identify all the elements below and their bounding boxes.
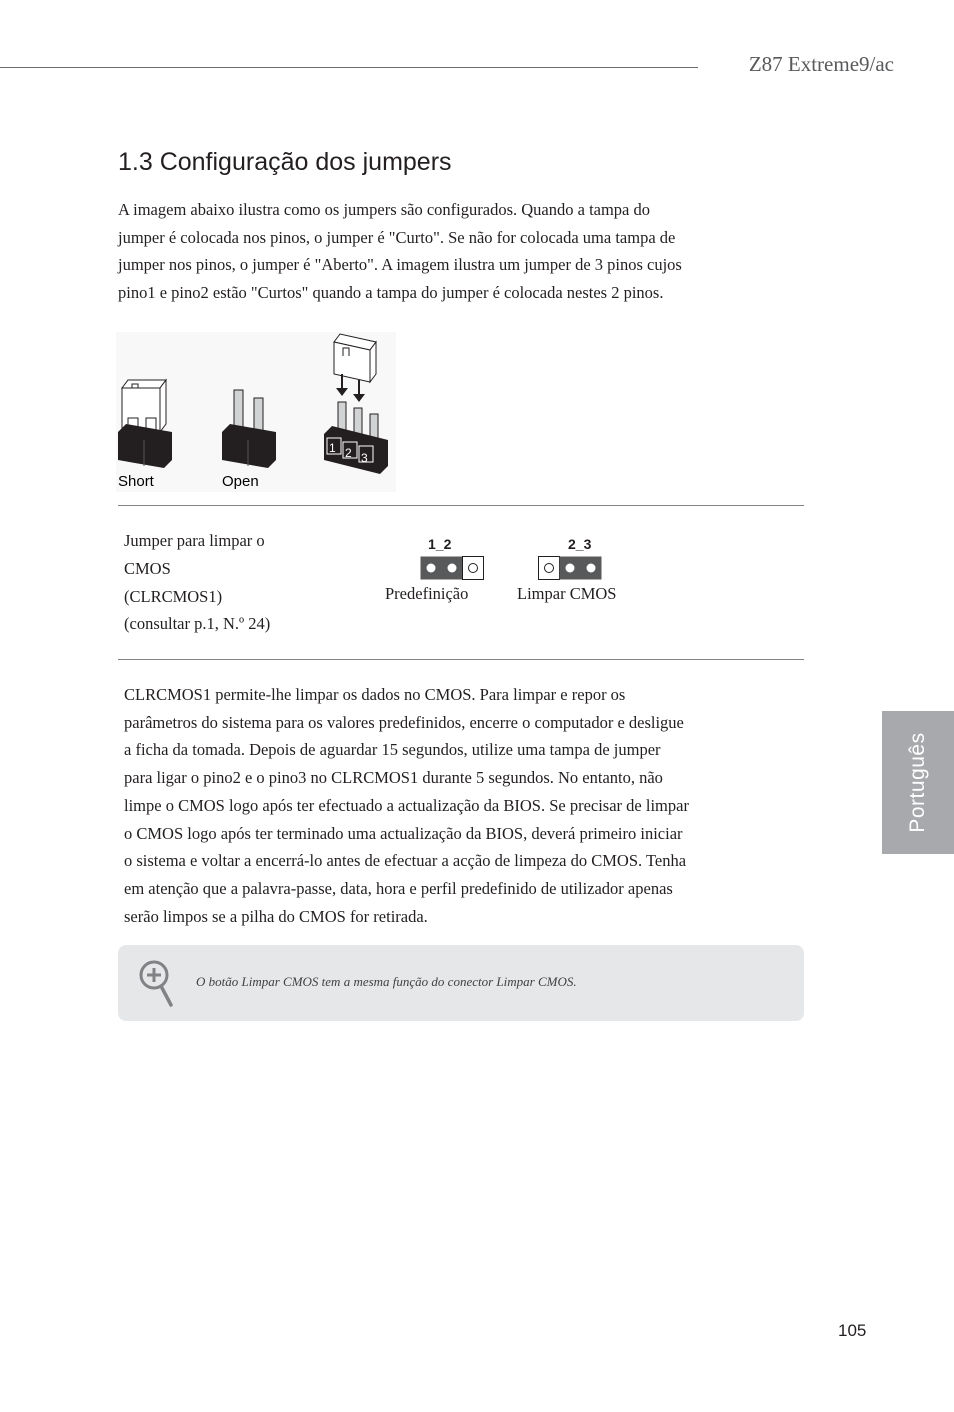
- setting-clear-pins: [538, 556, 602, 581]
- pin-number-1: 1: [329, 441, 336, 455]
- jumper-label-line: (consultar p.1, N.º 24): [124, 614, 271, 634]
- table-bottom-rule: [118, 659, 804, 660]
- pin-number-3: 3: [361, 451, 368, 465]
- language-side-tab: [882, 711, 954, 854]
- intro-line: jumper é colocada nos pinos, o jumper é "Curto". Se não for colocada uma tampa de: [118, 227, 676, 247]
- jumper-label-line: CMOS: [124, 558, 171, 578]
- jumper-row-label: [124, 527, 270, 638]
- intro-line: pino1 e pino2 estão "Curtos" quando a tampa do jumper é colocada nestes 2 pinos.: [118, 282, 664, 302]
- intro-line: jumper nos pinos, o jumper é "Aberto". A imagem ilustra um jumper de 3 pinos cujos: [118, 255, 682, 275]
- jumper-illustration: [116, 332, 396, 492]
- setting-default-caption: Predefinição: [385, 584, 469, 603]
- body-line: CLRCMOS1 permite-lhe limpar os dados no CMOS. Para limpar e repor os: [124, 685, 626, 704]
- pin-number-2: 2: [345, 446, 352, 460]
- body-line: limpe o CMOS logo após ter efectuado a actualização da BIOS. Se precisar de limpar: [124, 795, 689, 815]
- header-rule: [0, 67, 698, 68]
- short-label: Short: [118, 473, 154, 490]
- magnifier-plus-icon: [137, 959, 177, 1009]
- body-line: a ficha da tomada. Depois de aguardar 15 segundos, utilize uma tampa de jumper: [124, 740, 661, 760]
- body-line: o CMOS logo após ter terminado uma actualização da BIOS, deverá primeiro iniciar: [124, 823, 683, 843]
- section-title: 1.3 Configuração dos jumpers: [118, 148, 452, 176]
- short-jumper-figure: [118, 380, 172, 468]
- setting-default-code: 1_2: [428, 536, 452, 552]
- body-line: parâmetros do sistema para os valores predefinidos, encerre o computador e desligue: [124, 712, 684, 732]
- body-line: para ligar o pino2 e o pino3 no CLRCMOS1 durante 5 segundos. No entanto, não: [124, 768, 663, 788]
- setting-clear-caption: Limpar CMOS: [517, 584, 617, 603]
- open-label: Open: [222, 473, 259, 490]
- language-tab-label: Português: [906, 732, 929, 833]
- table-top-rule: [118, 505, 804, 506]
- intro-paragraph: [118, 196, 768, 306]
- setting-clear-code: 2_3: [568, 536, 592, 552]
- intro-line: A imagem abaixo ilustra como os jumpers são configurados. Quando a tampa do: [118, 200, 651, 219]
- body-line: serão limpos se a pilha do CMOS for retirada.: [124, 906, 428, 926]
- jumper-label-line: Jumper para limpar o: [124, 531, 265, 550]
- setting-default-pins: [420, 556, 484, 581]
- body-paragraph: [124, 681, 764, 930]
- note-text: O botão Limpar CMOS tem a mesma função do conector Limpar CMOS.: [196, 974, 577, 989]
- body-line: o sistema e voltar a encerrá-lo antes de efectuar a acção de limpeza do CMOS. Tenha: [124, 851, 687, 871]
- body-line: em atenção que a palavra-passe, data, hora e perfil predefinido de utilizador apenas: [124, 878, 673, 898]
- header-product-title: Z87 Extreme9/ac: [748, 52, 894, 76]
- page-number: 105: [838, 1321, 867, 1340]
- jumper-label-line: (CLRCMOS1): [124, 586, 223, 606]
